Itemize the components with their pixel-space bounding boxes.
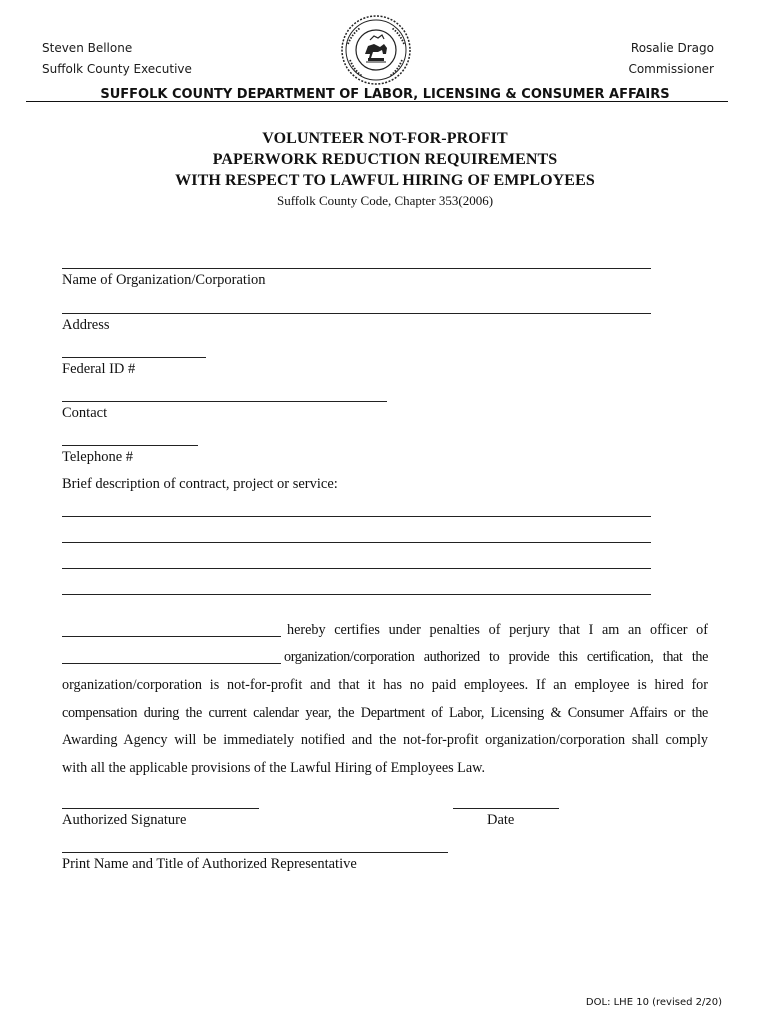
org-name-line[interactable] — [62, 268, 651, 269]
certification-line-3: organization/corporation is not-for-profit and that it has no paid employees. If an employee is hired for — [62, 677, 708, 693]
date-line[interactable] — [453, 808, 559, 809]
address-line[interactable] — [62, 313, 651, 314]
address-label: Address — [62, 317, 110, 333]
county-executive-title: Suffolk County Executive — [42, 62, 192, 76]
title-line-1: VOLUNTEER NOT-FOR-PROFIT — [262, 130, 508, 147]
certification-line-4: compensation during the current calendar year, the Department of Labor, Licensing & Consumer Affairs or the — [62, 705, 708, 721]
code-subtitle: Suffolk County Code, Chapter 353(2006) — [276, 193, 494, 208]
federal-id-label: Federal ID # — [62, 361, 136, 377]
certification-line-6: with all the applicable provisions of the Lawful Hiring of Employees Law. — [62, 760, 486, 776]
certification-line-5: Awarding Agency will be immediately notified and the not-for-profit organization/corporation shall comply — [62, 732, 708, 748]
signature-line[interactable] — [62, 808, 259, 809]
department-name: SUFFOLK COUNTY DEPARTMENT OF LABOR, LICENSING & CONSUMER AFFAIRS — [100, 87, 670, 102]
date-label: Date — [487, 812, 515, 828]
description-line-2[interactable] — [62, 542, 651, 543]
contact-line[interactable] — [62, 401, 387, 402]
form-code: DOL: LHE 10 (revised 2/20) — [585, 997, 722, 1008]
county-seal-icon — [340, 14, 412, 86]
commissioner-name: Rosalie Drago — [630, 41, 714, 55]
authorized-signature-label: Authorized Signature — [62, 812, 187, 828]
title-line-3: WITH RESPECT TO LAWFUL HIRING OF EMPLOYEES — [175, 172, 595, 189]
description-line-3[interactable] — [62, 568, 651, 569]
description-line-1[interactable] — [62, 516, 651, 517]
print-name-label: Print Name and Title of Authorized Representative — [62, 856, 357, 872]
org-name-label: Name of Organization/Corporation — [62, 272, 266, 288]
description-label: Brief description of contract, project or service: — [62, 476, 338, 492]
certification-line-2: organization/corporation authorized to provide this certification, that the — [284, 649, 708, 665]
telephone-line[interactable] — [62, 445, 198, 446]
telephone-label: Telephone # — [62, 449, 134, 465]
contact-label: Contact — [62, 405, 108, 421]
print-name-line[interactable] — [62, 852, 448, 853]
organization-line[interactable] — [62, 663, 281, 664]
description-line-4[interactable] — [62, 594, 651, 595]
certifier-name-line[interactable] — [62, 636, 281, 637]
federal-id-line[interactable] — [62, 357, 206, 358]
title-line-2: PAPERWORK REDUCTION REQUIREMENTS — [212, 151, 558, 168]
county-executive-name: Steven Bellone — [42, 41, 133, 55]
certification-line-1: hereby certifies under penalties of perjury that I am an officer of — [287, 622, 708, 638]
commissioner-title: Commissioner — [628, 62, 714, 76]
